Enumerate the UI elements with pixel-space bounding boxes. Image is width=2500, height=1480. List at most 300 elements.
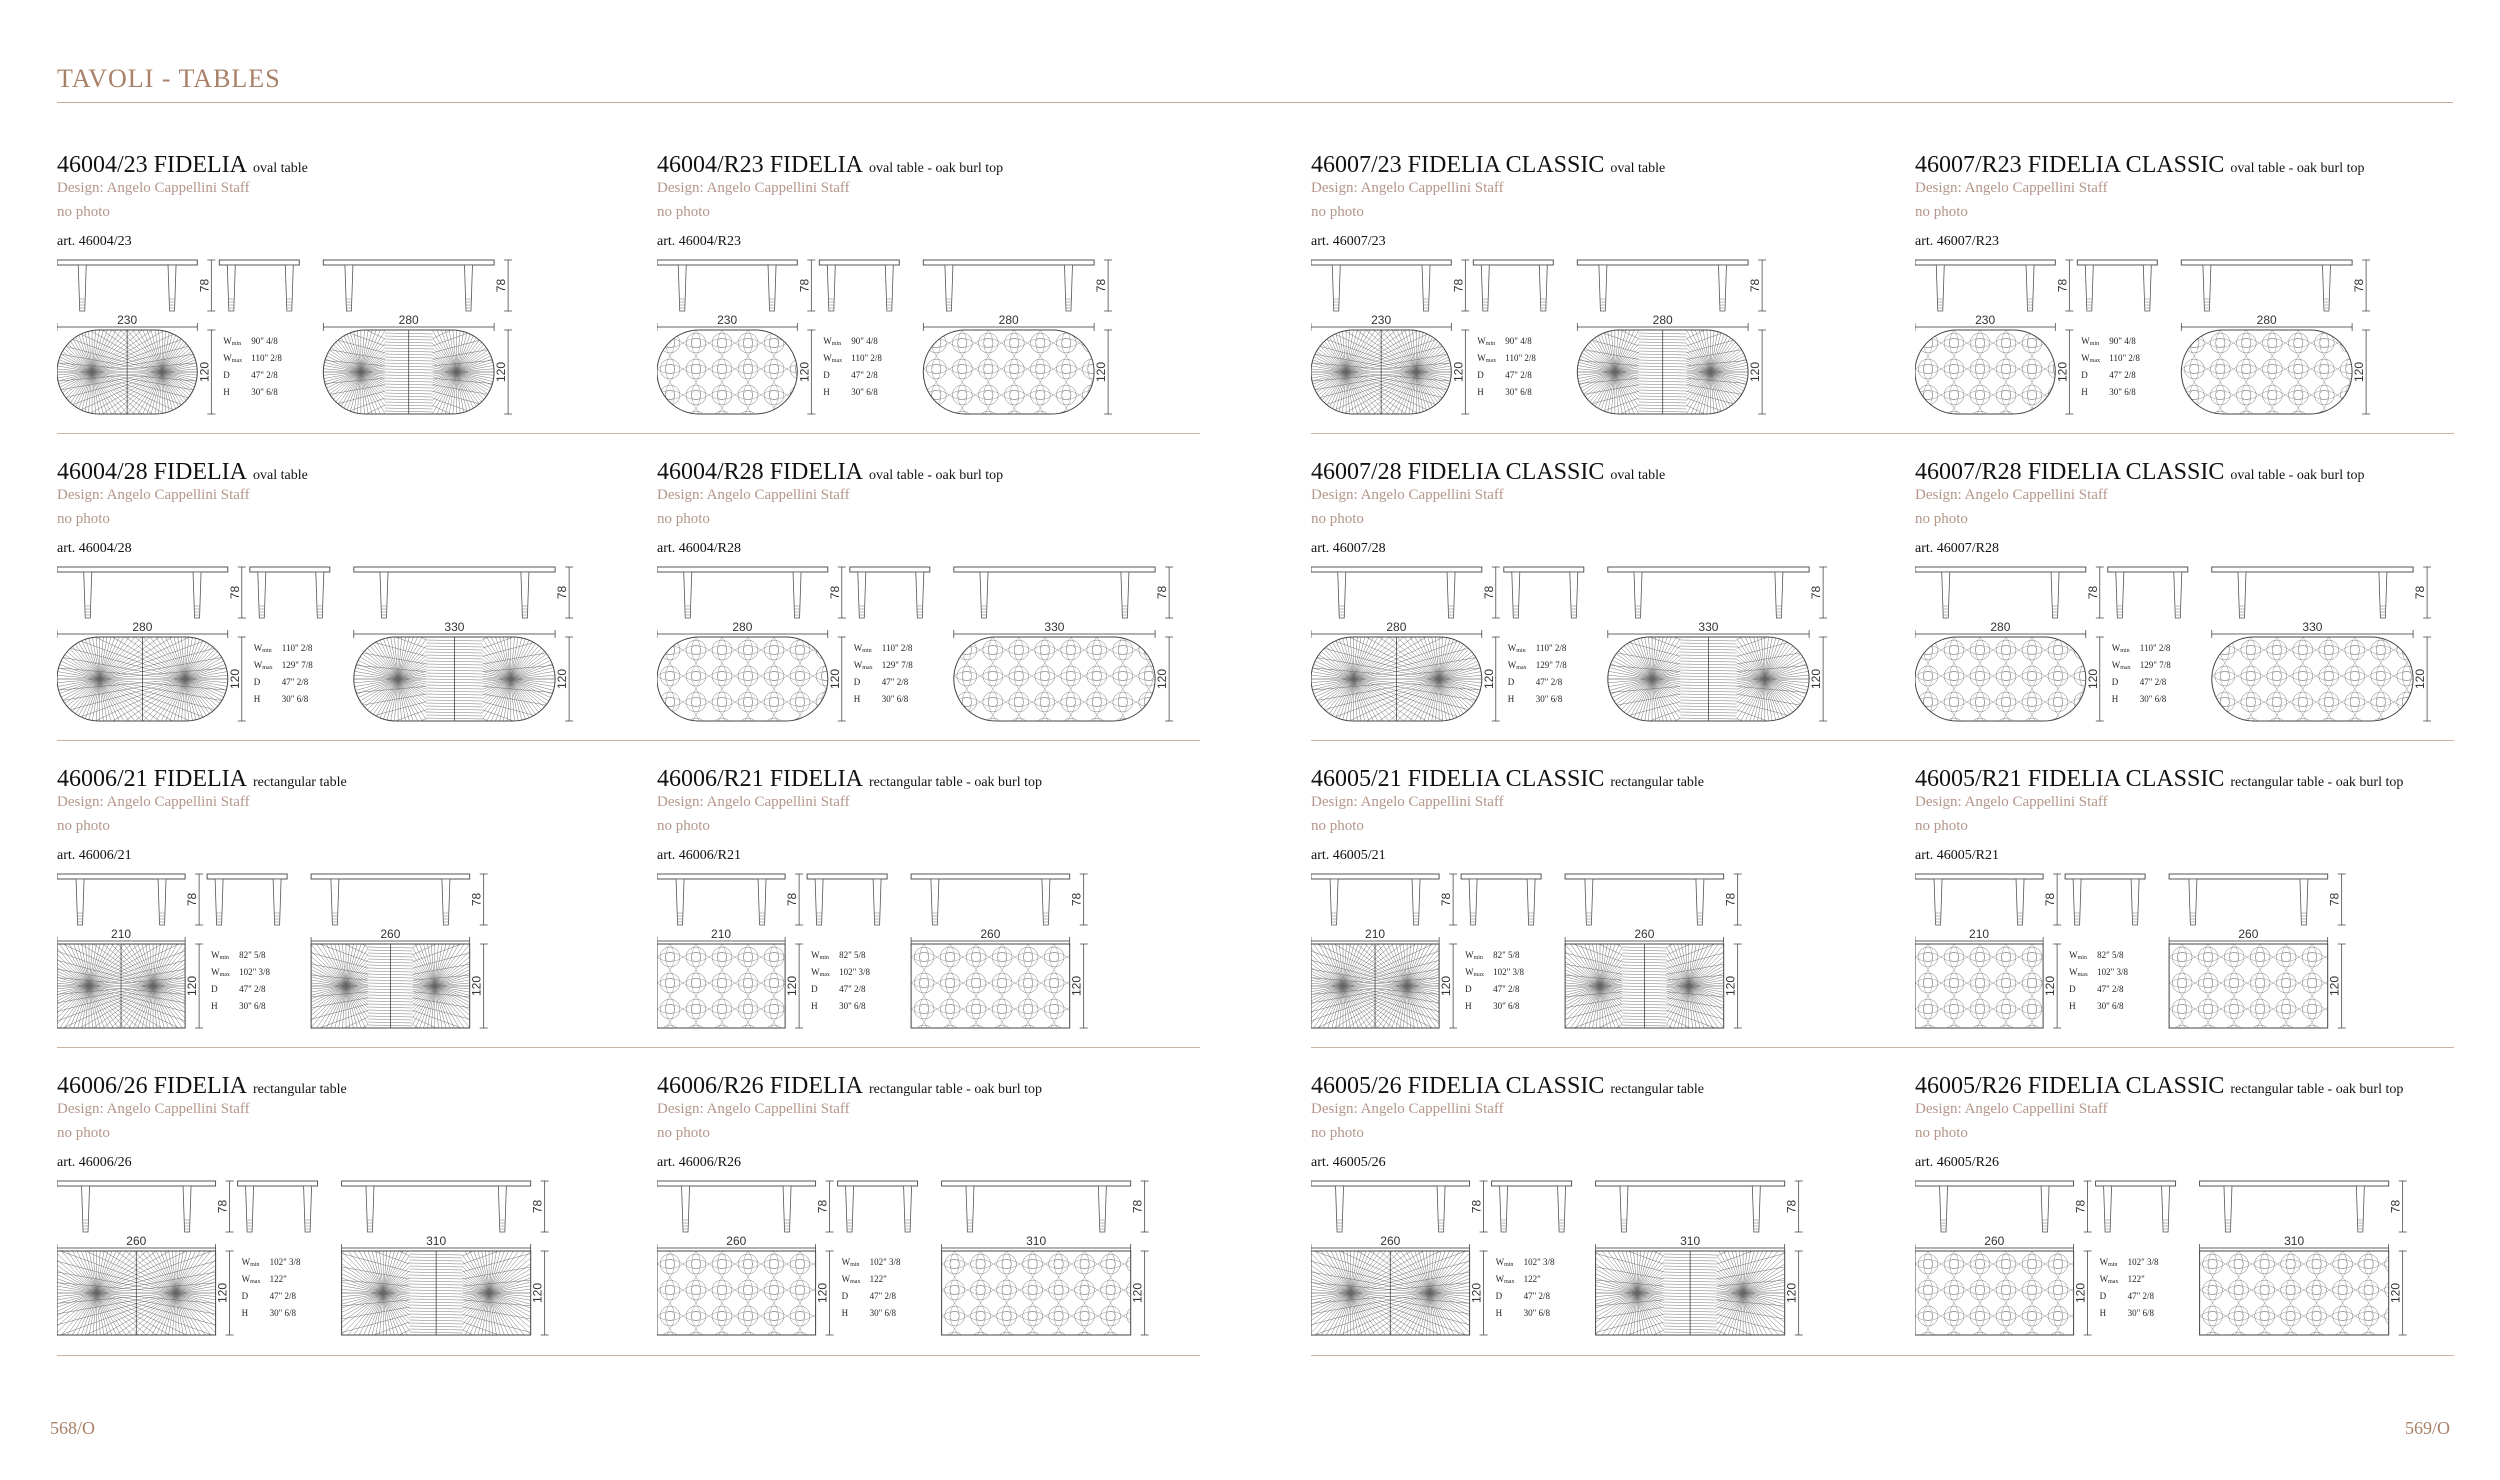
table-leg [273, 879, 281, 925]
width-dimension: 260 [1984, 1234, 2005, 1248]
product-description: rectangular table - oak burl top [2230, 775, 2404, 790]
width-dimension: 280 [1386, 620, 1407, 634]
product-header [1915, 1073, 2403, 1100]
spec-table [254, 643, 313, 704]
width-dimension: 330 [1698, 620, 1719, 634]
elevation-extended [942, 1181, 1149, 1232]
height-dimension: 78 [1723, 892, 1738, 907]
elevation-extended [2200, 1181, 2407, 1232]
product-name: FIDELIA CLASSIC [2027, 766, 2225, 792]
spec-wmax-label: Wmax [1465, 967, 1484, 978]
elevation-compact [1915, 1181, 2092, 1232]
no-photo-label: no photo [1311, 511, 1364, 527]
product-header [1915, 459, 2365, 486]
product-designer: Design: Angelo Cappellini Staff [1915, 794, 2108, 810]
table-leg [1696, 879, 1704, 925]
height-dimension: 78 [2085, 585, 2100, 600]
spec-height-label: H [2069, 1001, 2076, 1011]
spec-wmax-label: Wmax [1507, 660, 1527, 671]
no-photo-label: no photo [57, 818, 110, 834]
no-photo-label: no photo [657, 511, 710, 527]
table-leg [183, 1186, 191, 1232]
spec-table [2069, 950, 2128, 1011]
table-leg [2356, 1186, 2364, 1232]
spec-depth-label: D [211, 984, 218, 994]
article-number: art. 46005/26 [1311, 1155, 1386, 1170]
height-dimension: 78 [530, 1199, 545, 1214]
height-dimension: 78 [1130, 1199, 1145, 1214]
spec-wmax-value: 122" [1523, 1274, 1541, 1284]
elevation-compact [1915, 874, 2061, 925]
product-description: oval table - oak burl top [2230, 468, 2365, 483]
spec-wmin-value: 90" 4/8 [251, 336, 278, 346]
table-leg [2131, 879, 2139, 925]
spec-height-value: 30" 6/8 [2139, 694, 2167, 704]
table-leg [2051, 572, 2059, 618]
width-dimension: 230 [117, 313, 138, 327]
table-leg [2026, 265, 2034, 311]
product-name: FIDELIA [769, 1073, 864, 1099]
height-dimension: 78 [185, 892, 200, 907]
depth-dimension: 120 [1481, 668, 1496, 690]
article-number: art. 46007/23 [1311, 234, 1386, 249]
tabletop-outline [1915, 1251, 2074, 1335]
depth-dimension: 120 [797, 361, 812, 383]
product-name: FIDELIA [153, 1073, 247, 1099]
article-number: art. 46006/R21 [657, 848, 741, 863]
spec-height-value: 30" 6/8 [281, 694, 309, 704]
spec-wmin-label: Wmin [1477, 336, 1496, 347]
height-dimension: 78 [827, 585, 842, 600]
spec-wmin-value: 90" 4/8 [2109, 336, 2136, 346]
product-designer: Design: Angelo Cappellini Staff [1915, 180, 2108, 196]
depth-dimension: 120 [1130, 1282, 1145, 1304]
product-designer: Design: Angelo Cappellini Staff [657, 180, 850, 196]
product-code: 46004/23 [57, 152, 148, 178]
table-leg [1500, 1186, 1508, 1232]
width-dimension: 210 [711, 927, 732, 941]
spec-wmax-label: Wmax [823, 353, 843, 364]
plan-extended [923, 313, 1112, 428]
table-leg [783, 1186, 791, 1232]
spec-wmin-label: Wmin [1507, 643, 1526, 654]
spec-table [1465, 950, 1524, 1011]
elevation-compact [657, 874, 803, 925]
depth-dimension: 120 [2413, 668, 2428, 690]
spec-wmin-label: Wmin [1495, 1257, 1514, 1268]
spec-depth-value: 47" 2/8 [2097, 984, 2124, 994]
elevation-extended [342, 1181, 549, 1232]
depth-dimension: 120 [197, 361, 212, 383]
product-description: rectangular table [253, 1082, 347, 1097]
plan-extended [2181, 313, 2370, 428]
product-card [57, 459, 627, 749]
product-designer: Design: Angelo Cappellini Staff [57, 180, 250, 196]
spec-height-value: 30" 6/8 [2109, 387, 2136, 397]
product-code: 46007/28 [1311, 459, 1402, 485]
elevation-compact [57, 1181, 234, 1232]
table-leg [258, 572, 266, 618]
table-leg [380, 572, 388, 618]
elevation-extended [311, 874, 488, 925]
elevation-end [2108, 567, 2188, 618]
elevation-end [238, 1181, 318, 1232]
no-photo-label: no photo [1915, 204, 1968, 220]
table-leg [1437, 1186, 1445, 1232]
spec-wmin-value: 82" 5/8 [239, 950, 266, 960]
technical-drawing [1915, 1179, 2475, 1349]
spec-height-value: 30" 6/8 [2097, 1001, 2124, 1011]
spec-wmin-label: Wmin [2081, 336, 2100, 347]
table-leg [1121, 572, 1129, 618]
spec-wmax-value: 129" 7/8 [881, 660, 913, 670]
product-code: 46007/R28 [1915, 459, 2022, 485]
article-number: art. 46005/R21 [1915, 848, 1999, 863]
height-dimension: 78 [1439, 892, 1454, 907]
width-dimension: 310 [1026, 1234, 1047, 1248]
spec-wmax-value: 122" [869, 1274, 887, 1284]
product-card [1311, 152, 1881, 442]
spec-depth-value: 47" 2/8 [239, 984, 266, 994]
technical-drawing [1311, 258, 1871, 428]
depth-dimension: 120 [555, 668, 570, 690]
table-leg [1332, 265, 1340, 311]
product-name: FIDELIA [153, 459, 247, 485]
spec-depth-value: 47" 2/8 [851, 370, 878, 380]
table-leg [827, 265, 835, 311]
spec-depth-label: D [2081, 370, 2088, 380]
product-designer: Design: Angelo Cappellini Staff [1311, 180, 1504, 196]
height-dimension: 78 [785, 892, 800, 907]
elevation-end [1473, 260, 1553, 311]
product-description: rectangular table - oak burl top [2230, 1082, 2404, 1097]
spec-table [823, 336, 882, 397]
row-divider [57, 1355, 1200, 1356]
spec-wmax-value: 110" 2/8 [2109, 353, 2140, 363]
elevation-extended [2212, 567, 2431, 618]
table-leg [1942, 572, 1950, 618]
spec-table [842, 1257, 901, 1318]
spec-wmax-value: 122" [2127, 1274, 2145, 1284]
elevation-extended [354, 567, 573, 618]
product-name: FIDELIA [769, 152, 864, 178]
spec-height-value: 30" 6/8 [881, 694, 909, 704]
table-leg [758, 879, 766, 925]
product-card [1311, 459, 1881, 749]
row-divider [1311, 1355, 2454, 1356]
width-dimension: 260 [2238, 927, 2259, 941]
elevation-extended [1577, 260, 1766, 311]
spec-height-value: 30" 6/8 [1523, 1308, 1551, 1318]
table-leg [815, 879, 823, 925]
table-leg [1934, 879, 1942, 925]
spec-depth-value: 47" 2/8 [251, 370, 278, 380]
table-leg [1422, 265, 1430, 311]
row-divider [1311, 1047, 2454, 1048]
product-code: 46005/R26 [1915, 1073, 2022, 1099]
spec-table [811, 950, 870, 1011]
product-designer: Design: Angelo Cappellini Staff [1915, 487, 2108, 503]
spec-height-label: H [223, 387, 230, 397]
spec-table [1496, 1257, 1555, 1318]
width-dimension: 260 [380, 927, 401, 941]
row-divider [57, 740, 1200, 741]
spec-table [1477, 336, 1536, 397]
elevation-compact [657, 260, 815, 311]
tabletop-outline [911, 944, 1070, 1028]
product-card [1311, 766, 1881, 1056]
no-photo-label: no photo [57, 1125, 110, 1141]
spec-table [2100, 1257, 2159, 1318]
spec-wmin-value: 102" 3/8 [2127, 1257, 2159, 1267]
spec-wmin-value: 82" 5/8 [1493, 950, 1520, 960]
article-number: art. 46007/R28 [1915, 541, 1999, 556]
table-leg [2041, 1186, 2049, 1232]
article-number: art. 46005/21 [1311, 848, 1386, 863]
product-card [57, 152, 627, 442]
no-photo-label: no photo [1915, 511, 1968, 527]
spec-height-label: H [841, 1308, 849, 1318]
table-leg [2300, 879, 2308, 925]
table-leg [2224, 1186, 2232, 1232]
spec-height-value: 30" 6/8 [269, 1308, 297, 1318]
title-divider [57, 102, 2453, 103]
spec-wmin-value: 110" 2/8 [881, 643, 913, 653]
table-leg [966, 1186, 974, 1232]
plan-compact [1915, 620, 2104, 735]
spec-height-value: 30" 6/8 [239, 1001, 266, 1011]
elevation-end [1504, 567, 1584, 618]
height-dimension: 78 [2413, 585, 2428, 600]
no-photo-label: no photo [57, 511, 110, 527]
row-divider [57, 433, 1200, 434]
product-code: 46004/R23 [657, 152, 764, 178]
table-leg [2238, 572, 2246, 618]
product-code: 46004/28 [57, 459, 148, 485]
width-dimension: 230 [717, 313, 738, 327]
width-dimension: 210 [111, 927, 132, 941]
page-number-left: 568/O [50, 1418, 95, 1438]
width-dimension: 260 [980, 927, 1001, 941]
height-dimension: 78 [1469, 1199, 1484, 1214]
spec-height-label: H [241, 1308, 249, 1318]
spec-wmin-value: 102" 3/8 [1523, 1257, 1555, 1267]
elevation-end [819, 260, 899, 311]
spec-height-label: H [853, 694, 861, 704]
spec-height-value: 30" 6/8 [1505, 387, 1532, 397]
product-name: FIDELIA CLASSIC [2027, 152, 2225, 178]
spec-wmax-value: 110" 2/8 [251, 353, 282, 363]
elevation-end [807, 874, 887, 925]
spec-wmin-value: 82" 5/8 [839, 950, 866, 960]
spec-depth-label: D [841, 1291, 849, 1301]
table-leg [304, 1186, 312, 1232]
table-leg [1481, 265, 1489, 311]
elevation-end [2065, 874, 2145, 925]
spec-wmax-value: 102" 3/8 [239, 967, 271, 977]
plan-compact [657, 927, 803, 1042]
no-photo-label: no photo [657, 818, 710, 834]
height-dimension: 78 [1155, 585, 1170, 600]
width-dimension: 330 [1044, 620, 1065, 634]
product-name: FIDELIA CLASSIC [2027, 1073, 2225, 1099]
product-designer: Design: Angelo Cappellini Staff [1311, 487, 1504, 503]
width-dimension: 260 [726, 1234, 747, 1248]
table-leg [521, 572, 529, 618]
product-card [1915, 459, 2485, 749]
height-dimension: 78 [494, 278, 509, 293]
elevation-end [219, 260, 299, 311]
spec-wmax-value: 110" 2/8 [851, 353, 882, 363]
height-dimension: 78 [815, 1199, 830, 1214]
table-leg [2189, 879, 2197, 925]
plan-extended [954, 620, 1173, 735]
depth-dimension: 120 [469, 975, 484, 997]
product-name: FIDELIA [769, 459, 864, 485]
elevation-extended [1608, 567, 1827, 618]
spec-wmin-label: Wmin [1465, 950, 1483, 961]
product-description: oval table [1610, 468, 1666, 483]
product-code: 46007/R23 [1915, 152, 2022, 178]
plan-compact [1915, 1234, 2097, 1349]
product-designer: Design: Angelo Cappellini Staff [1311, 794, 1504, 810]
table-leg [1042, 879, 1050, 925]
product-designer: Design: Angelo Cappellini Staff [57, 1101, 250, 1117]
table-leg [1634, 572, 1642, 618]
product-description: rectangular table [1610, 1082, 1705, 1097]
technical-drawing [1915, 565, 2475, 735]
depth-dimension: 120 [185, 975, 200, 997]
spec-height-value: 30" 6/8 [251, 387, 278, 397]
product-card [657, 152, 1227, 442]
spec-depth-value: 47" 2/8 [2109, 370, 2136, 380]
elevation-compact [57, 874, 203, 925]
plan-extended [2212, 620, 2431, 735]
table-leg [2073, 879, 2081, 925]
spec-height-label: H [211, 1001, 218, 1011]
height-dimension: 78 [1451, 278, 1466, 293]
table-leg [916, 572, 924, 618]
depth-dimension: 120 [815, 1282, 830, 1304]
table-leg [285, 265, 293, 311]
product-card [657, 459, 1227, 749]
depth-dimension: 120 [1809, 668, 1824, 690]
table-leg [366, 1186, 374, 1232]
spec-wmax-value: 102" 3/8 [1493, 967, 1525, 977]
spec-height-label: H [1465, 1001, 1472, 1011]
product-code: 46006/21 [57, 766, 148, 792]
spec-wmax-label: Wmax [2111, 660, 2131, 671]
height-dimension: 78 [469, 892, 484, 907]
table-leg [1620, 1186, 1628, 1232]
no-photo-label: no photo [657, 204, 710, 220]
width-dimension: 330 [444, 620, 465, 634]
product-header [657, 1073, 1042, 1100]
table-leg [84, 572, 92, 618]
table-leg [682, 1186, 690, 1232]
plan-compact [657, 313, 815, 428]
spec-height-label: H [2111, 694, 2119, 704]
elevation-extended [954, 567, 1173, 618]
table-leg [464, 265, 472, 311]
row-divider [1311, 740, 2454, 741]
table-leg [2322, 265, 2330, 311]
product-description: rectangular table [253, 775, 347, 790]
elevation-compact [1915, 260, 2073, 311]
table-leg [980, 572, 988, 618]
spec-depth-label: D [823, 370, 830, 380]
spec-table [1508, 643, 1567, 704]
height-dimension: 78 [2388, 1199, 2403, 1214]
spec-height-label: H [2081, 387, 2088, 397]
spec-depth-value: 47" 2/8 [269, 1291, 297, 1301]
table-leg [846, 1186, 854, 1232]
product-header [1915, 766, 2403, 793]
product-header [657, 766, 1042, 793]
spec-wmin-value: 90" 4/8 [1505, 336, 1532, 346]
spec-depth-value: 47" 2/8 [1493, 984, 1520, 994]
product-header [1311, 766, 1704, 793]
product-card [1915, 152, 2485, 442]
product-header [57, 152, 308, 179]
no-photo-label: no photo [657, 1125, 710, 1141]
elevation-end [850, 567, 930, 618]
elevation-extended [1565, 874, 1742, 925]
width-dimension: 310 [426, 1234, 447, 1248]
table-leg [1570, 572, 1578, 618]
product-name: FIDELIA CLASSIC [1407, 152, 1605, 178]
table-leg [82, 1186, 90, 1232]
plan-extended [2200, 1234, 2408, 1349]
width-dimension: 230 [1371, 313, 1392, 327]
spec-wmax-label: Wmax [223, 353, 243, 364]
table-leg [1752, 1186, 1760, 1232]
no-photo-label: no photo [1915, 1125, 1968, 1141]
article-number: art. 46006/R26 [657, 1155, 741, 1170]
depth-dimension: 120 [1155, 668, 1170, 690]
spec-depth-value: 47" 2/8 [881, 677, 909, 687]
product-header [1311, 459, 1665, 486]
spec-table [211, 950, 270, 1011]
spec-wmin-label: Wmin [823, 336, 842, 347]
article-number: art. 46004/28 [57, 541, 132, 556]
table-leg [227, 265, 235, 311]
product-description: oval table [1610, 161, 1666, 176]
article-number: art. 46007/28 [1311, 541, 1386, 556]
spec-wmin-label: Wmin [811, 950, 829, 961]
spec-depth-value: 47" 2/8 [2127, 1291, 2155, 1301]
table-leg [1940, 1186, 1948, 1232]
product-card [57, 1073, 627, 1363]
table-leg [1098, 1186, 1106, 1232]
spec-wmax-label: Wmax [2069, 967, 2088, 978]
height-dimension: 78 [2055, 278, 2070, 293]
product-code: 46005/26 [1311, 1073, 1402, 1099]
spec-wmin-label: Wmin [211, 950, 229, 961]
product-name: FIDELIA [769, 766, 864, 792]
table-leg [2104, 1186, 2112, 1232]
plan-compact [657, 1234, 839, 1349]
height-dimension: 78 [2043, 892, 2058, 907]
row-divider [57, 1047, 1200, 1048]
elevation-end [207, 874, 287, 925]
spec-depth-label: D [2069, 984, 2076, 994]
technical-drawing [1915, 872, 2475, 1042]
product-name: FIDELIA CLASSIC [2027, 459, 2225, 485]
spec-depth-label: D [253, 677, 261, 687]
table-leg [316, 572, 324, 618]
spec-table [854, 643, 913, 704]
